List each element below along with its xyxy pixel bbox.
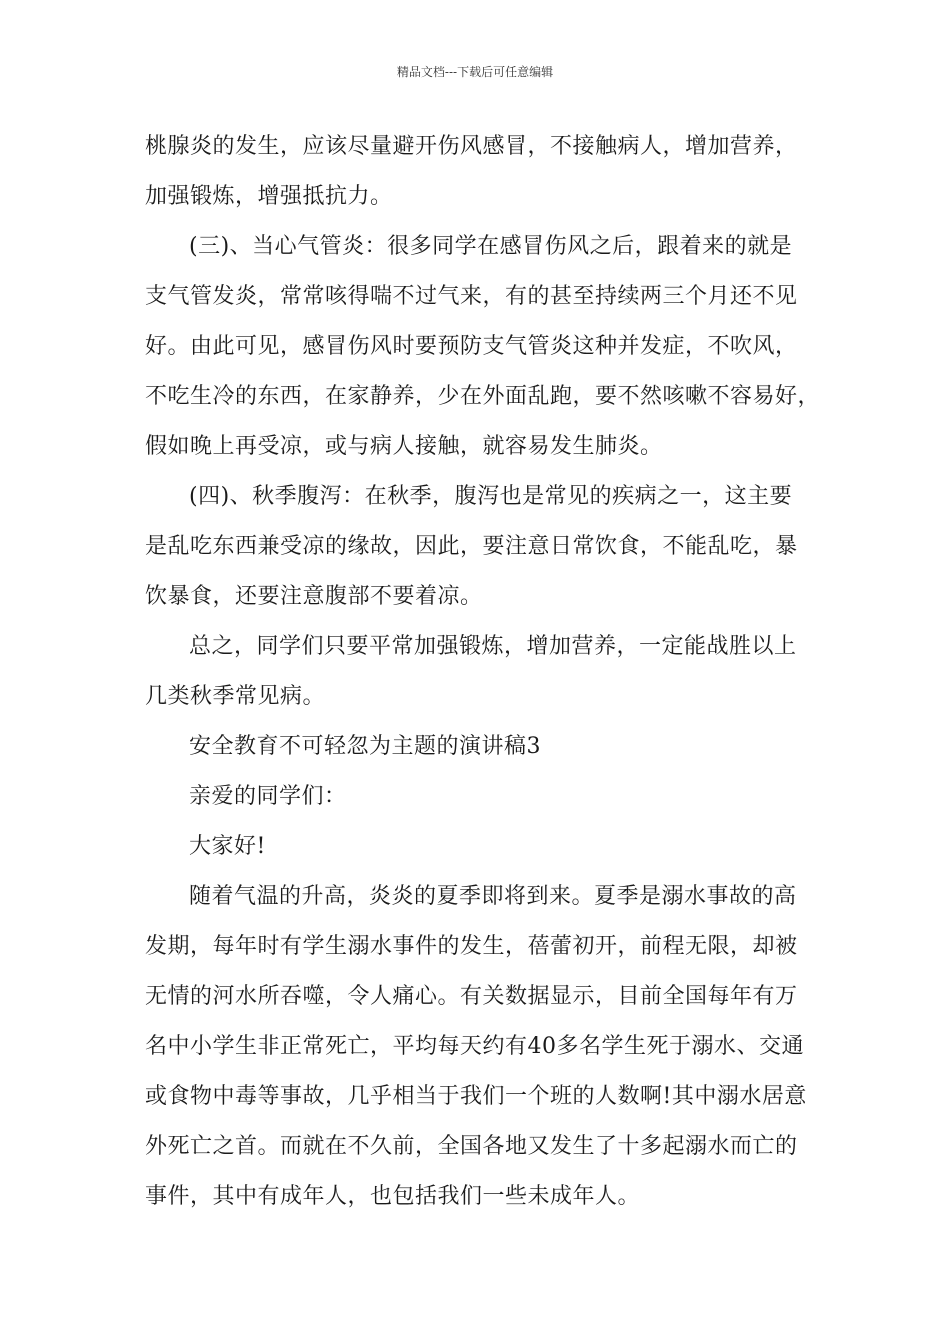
paragraph-line: 假如晚上再受凉，或与病人接触，就容易发生肺炎。 [145,434,663,459]
paragraph-line: 饮暴食，还要注意腹部不要着凉。 [145,584,483,609]
paragraph-line: 名中小学生非正常死亡，平均每天约有40多名学生死于溺水、交通 [145,1034,804,1059]
paragraph-line: 好。由此可见，感冒伤风时要预防支气管炎这种并发症，不吹风， [145,334,798,359]
paragraph-line: 外死亡之首。而就在不久前，全国各地又发生了十多起溺水而亡的 [145,1134,798,1159]
paragraph-line: 不吃生冷的东西，在家静养，少在外面乱跑，要不然咳嗽不容易好， [145,384,821,409]
paragraph-line: 几类秋季常见病。 [145,684,326,709]
paragraph-line: (三)、当心气管炎：很多同学在感冒伤风之后，跟着来的就是 [189,234,793,259]
paragraph-line: 支气管发炎，常常咳得喘不过气来，有的甚至持续两三个月还不见 [145,284,798,309]
paragraph-line: (四)、秋季腹泻：在秋季，腹泻也是常见的疾病之一，这主要 [189,484,793,509]
paragraph-line: 无情的河水所吞噬，令人痛心。有关数据显示，目前全国每年有万 [145,984,798,1009]
paragraph-line: 发期，每年时有学生溺水事件的发生，蓓蕾初开，前程无限，却被 [145,934,798,959]
paragraph-line: 或食物中毒等事故，几乎相当于我们一个班的人数啊!其中溺水居意 [145,1084,807,1109]
paragraph-line: 随着气温的升高，炎炎的夏季即将到来。夏季是溺水事故的高 [189,884,797,909]
page-header: 精品文档---下载后可任意编辑 [396,65,554,79]
section-title: 安全教育不可轻忽为主题的演讲稿3 [189,734,541,759]
salutation: 亲爱的同学们： [189,784,347,809]
paragraph-line: 加强锻炼，增强抵抗力。 [145,184,393,209]
greeting: 大家好! [189,834,266,859]
paragraph-line: 总之，同学们只要平常加强锻炼，增加营养，一定能战胜以上 [189,634,797,659]
document-body [145,122,821,1222]
paragraph-line: 事件，其中有成年人，也包括我们一些未成年人。 [145,1184,641,1209]
paragraph-line: 桃腺炎的发生，应该尽量避开伤风感冒，不接触病人，增加营养， [145,134,798,159]
paragraph-line: 是乱吃东西兼受凉的缘故，因此，要注意日常饮食，不能乱吃，暴 [145,534,798,559]
